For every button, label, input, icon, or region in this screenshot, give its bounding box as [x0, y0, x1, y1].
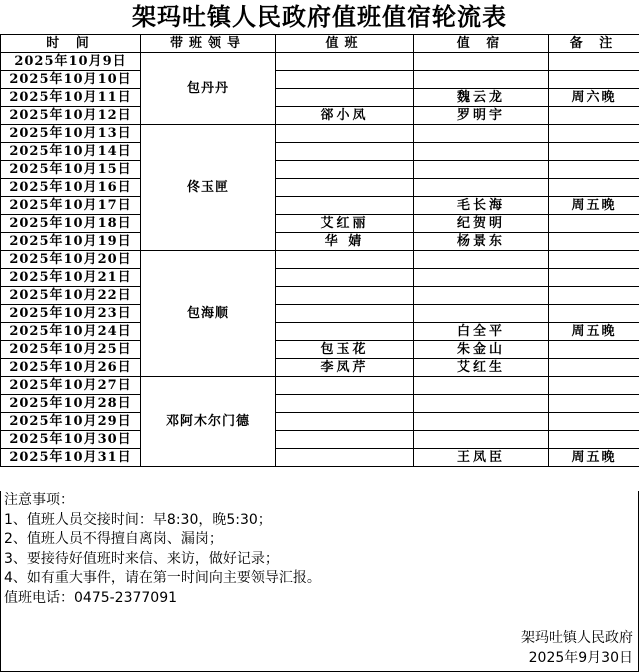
night-cell: 纪贺明 — [414, 215, 549, 233]
night-cell: 艾红生 — [414, 359, 549, 377]
duty-cell: 李凤芹 — [276, 359, 414, 377]
issuer-block — [521, 628, 633, 668]
header-night: 值 宿 — [414, 35, 549, 53]
duty-cell — [276, 89, 414, 107]
remark-cell — [549, 287, 639, 305]
notes-title: 注意事项： — [4, 492, 74, 508]
table-row — [1, 125, 639, 143]
night-cell — [414, 143, 549, 161]
table-row — [1, 341, 639, 359]
leader-cell: 包丹丹 — [141, 53, 276, 125]
remark-cell — [549, 305, 639, 323]
duty-cell — [276, 305, 414, 323]
night-cell — [414, 125, 549, 143]
night-cell: 朱金山 — [414, 341, 549, 359]
date-cell: 2025年10月17日 — [1, 197, 141, 215]
remark-cell — [549, 359, 639, 377]
night-cell — [414, 71, 549, 89]
table-row — [1, 233, 639, 251]
duty-cell — [276, 179, 414, 197]
night-cell: 王凤臣 — [414, 449, 549, 467]
table-row — [1, 269, 639, 287]
night-cell — [414, 377, 549, 395]
header-duty: 值班 — [276, 35, 414, 53]
table-row — [1, 215, 639, 233]
remark-cell — [549, 413, 639, 431]
night-cell: 毛长海 — [414, 197, 549, 215]
remark-cell: 周五晚 — [549, 197, 639, 215]
table-row — [1, 395, 639, 413]
table-row — [1, 449, 639, 467]
duty-cell: 艾红丽 — [276, 215, 414, 233]
date-cell: 2025年10月31日 — [1, 449, 141, 467]
duty-cell — [276, 431, 414, 449]
date-cell: 2025年10月30日 — [1, 431, 141, 449]
remark-cell — [549, 215, 639, 233]
night-cell: 魏云龙 — [414, 89, 549, 107]
date-cell: 2025年10月13日 — [1, 125, 141, 143]
duty-cell — [276, 377, 414, 395]
header-remark: 备 注 — [549, 35, 639, 53]
duty-cell — [276, 53, 414, 71]
remark-cell — [549, 269, 639, 287]
remark-cell — [549, 233, 639, 251]
night-cell — [414, 251, 549, 269]
remark-cell — [549, 341, 639, 359]
table-row — [1, 89, 639, 107]
date-cell: 2025年10月12日 — [1, 107, 141, 125]
remark-cell — [549, 143, 639, 161]
night-cell — [414, 395, 549, 413]
leader-cell: 佟玉匣 — [141, 125, 276, 251]
table-row — [1, 413, 639, 431]
date-cell: 2025年10月26日 — [1, 359, 141, 377]
duty-cell — [276, 287, 414, 305]
leader-cell: 包海顺 — [141, 251, 276, 377]
table-row — [1, 431, 639, 449]
issue-date: 2025年9月30日 — [528, 650, 633, 666]
date-cell: 2025年10月25日 — [1, 341, 141, 359]
remark-cell — [549, 377, 639, 395]
page-title: 架玛吐镇人民政府值班值宿轮流表 — [132, 3, 507, 31]
date-cell: 2025年10月27日 — [1, 377, 141, 395]
duty-cell — [276, 413, 414, 431]
remark-cell — [549, 53, 639, 71]
table-row — [1, 323, 639, 341]
duty-roster-table — [0, 34, 639, 467]
header-leader: 带班领导 — [141, 35, 276, 53]
night-cell — [414, 413, 549, 431]
duty-cell — [276, 395, 414, 413]
remark-cell: 周六晚 — [549, 89, 639, 107]
date-cell: 2025年10月22日 — [1, 287, 141, 305]
table-row — [1, 161, 639, 179]
frame-left-border — [0, 491, 1, 672]
night-cell — [414, 179, 549, 197]
remark-cell — [549, 71, 639, 89]
duty-cell — [276, 449, 414, 467]
table-row — [1, 197, 639, 215]
remark-cell — [549, 431, 639, 449]
night-cell: 罗明宇 — [414, 107, 549, 125]
date-cell: 2025年10月29日 — [1, 413, 141, 431]
duty-phone: 值班电话：0475-2377091 — [4, 589, 178, 606]
note-item: 4、如有重大事件，请在第一时间向主要领导汇报。 — [4, 570, 321, 586]
leader-cell: 邓阿木尔门德 — [141, 377, 276, 467]
night-cell: 白全平 — [414, 323, 549, 341]
remark-cell — [549, 179, 639, 197]
note-item: 3、要接待好值班时来信、来访，做好记录； — [4, 550, 279, 567]
duty-cell — [276, 323, 414, 341]
duty-cell: 包玉花 — [276, 341, 414, 359]
duty-cell: 华 婧 — [276, 233, 414, 251]
table-body — [1, 53, 639, 467]
night-cell — [414, 53, 549, 71]
remark-cell — [549, 125, 639, 143]
table-row — [1, 71, 639, 89]
remark-cell — [549, 395, 639, 413]
night-cell — [414, 161, 549, 179]
date-cell: 2025年10月21日 — [1, 269, 141, 287]
night-cell — [414, 287, 549, 305]
night-cell — [414, 431, 549, 449]
remark-cell — [549, 107, 639, 125]
date-cell: 2025年10月15日 — [1, 161, 141, 179]
remark-cell — [549, 161, 639, 179]
duty-cell — [276, 161, 414, 179]
remark-cell — [549, 251, 639, 269]
notes-section — [4, 491, 634, 608]
table-row — [1, 377, 639, 395]
date-cell: 2025年10月23日 — [1, 305, 141, 323]
night-cell: 杨景东 — [414, 233, 549, 251]
night-cell — [414, 305, 549, 323]
duty-cell — [276, 269, 414, 287]
duty-cell — [276, 71, 414, 89]
date-cell: 2025年10月14日 — [1, 143, 141, 161]
duty-cell — [276, 197, 414, 215]
table-header-row — [1, 35, 639, 53]
table-row — [1, 287, 639, 305]
note-item: 2、值班人员不得擅自离岗、漏岗； — [4, 531, 223, 547]
remark-cell: 周五晚 — [549, 323, 639, 341]
night-cell — [414, 269, 549, 287]
date-cell: 2025年10月28日 — [1, 395, 141, 413]
date-cell: 2025年10月11日 — [1, 89, 141, 107]
date-cell: 2025年10月18日 — [1, 215, 141, 233]
date-cell: 2025年10月9日 — [1, 53, 141, 71]
issuer-org: 架玛吐镇人民政府 — [521, 630, 633, 646]
remark-cell: 周五晚 — [549, 449, 639, 467]
note-item: 1、值班人员交接时间：早8:30，晚5:30； — [4, 511, 272, 528]
date-cell: 2025年10月24日 — [1, 323, 141, 341]
duty-cell: 郤小凤 — [276, 107, 414, 125]
table-row — [1, 251, 639, 269]
table-row — [1, 143, 639, 161]
table-row — [1, 179, 639, 197]
duty-cell — [276, 143, 414, 161]
duty-cell — [276, 251, 414, 269]
date-cell: 2025年10月16日 — [1, 179, 141, 197]
table-row — [1, 305, 639, 323]
table-row — [1, 107, 639, 125]
duty-cell — [276, 125, 414, 143]
date-cell: 2025年10月10日 — [1, 71, 141, 89]
table-row — [1, 53, 639, 71]
date-cell: 2025年10月20日 — [1, 251, 141, 269]
header-time: 时 间 — [1, 35, 141, 53]
table-row — [1, 359, 639, 377]
date-cell: 2025年10月19日 — [1, 233, 141, 251]
